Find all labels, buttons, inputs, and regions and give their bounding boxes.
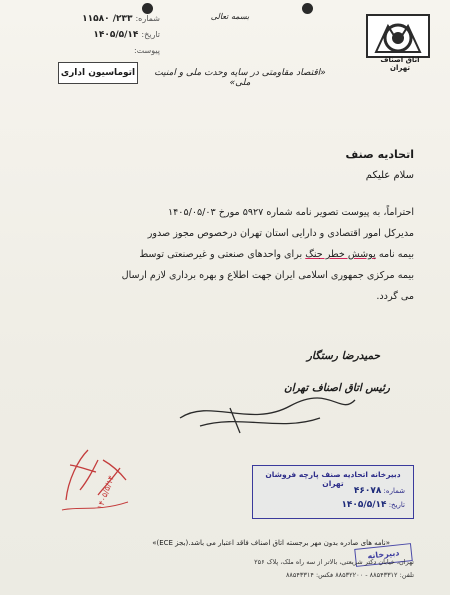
automation-badge: اتوماسیون اداری (58, 62, 138, 84)
org-name: اتاق اصناف تهران (380, 56, 420, 72)
highlighted-phrase: پوشش خطر جنگ (305, 249, 376, 260)
slogan: «اقتصاد مقاومتی در سایه وحدت ملی و امنیت ملی» (154, 68, 326, 88)
handwritten-date: ۱۴۰۵/۵/۱۴ (95, 474, 117, 511)
org-logo (366, 14, 430, 58)
letter-date: تاریخ:۱۴۰۵/۵/۱۴ (93, 30, 160, 40)
stamp-title: دبیرخانه اتحادیه صنف پارچه فروشان تهران (265, 470, 401, 488)
letter-attachment: پیوست: (133, 46, 160, 55)
gear-emblem-icon (368, 16, 428, 56)
body-line: احتراماً، به پیوست تصویر نامه شماره ۵۹۲۷ مورخ ۱۴۰۵/۰۵/۰۳ (167, 207, 414, 218)
footer-phone: تلفن: ۸۸۵۴۳۳۱۲ - ۸۸۵۳۲۲۰۰ فکس: ۸۸۵۴۳۳۱۴ (285, 571, 414, 579)
letter-number: شماره:۲۳۳/ ۱۱۵۸۰ (82, 14, 160, 24)
footer-address: تهران، خیابان دکتر شریعتی، بالاتر از سه راه ملک، پلاک ۲۵۶ (254, 558, 414, 566)
signature-scribble (170, 388, 360, 438)
punch-hole-right (302, 3, 313, 14)
body-line: مدیرکل امور اقتصادی و دارایی استان تهران درخصوص مجوز صدور (147, 228, 414, 239)
letter-body (34, 202, 414, 307)
signatory-title: رئیس اتاق اصناف تهران (284, 382, 390, 394)
body-line: بیمه مرکزی جمهوری اسلامی ایران جهت اطلاع و بهره برداری لازم ارسال (121, 270, 414, 281)
punch-hole-left (142, 3, 153, 14)
stamp-number: شماره: ۴۶۰۷۸ (353, 486, 405, 496)
greeting: سلام علیکم (365, 170, 414, 181)
signatory-name: حمیدرضا رستگار (306, 350, 380, 362)
recipient: اتحادیه صنف (345, 148, 414, 161)
body-line: می گردد. (376, 291, 414, 302)
secretariat-stamp: دبیرخانه (354, 543, 413, 567)
bismillah-header: بسمه تعالی (210, 12, 250, 21)
incoming-stamp (252, 465, 414, 519)
stamp-date: تاریخ: ۱۴۰۵/۵/۱۴ (341, 500, 405, 510)
body-line: بیمه نامه پوشش خطر جنگ برای واحدهای صنعتی و غیرصنعتی توسط (139, 249, 414, 260)
footnote: «نامه های صادره بدون مهر برجسته اتاق اصناف فاقد اعتبار می باشد.(بجز ECE)» (152, 539, 390, 547)
